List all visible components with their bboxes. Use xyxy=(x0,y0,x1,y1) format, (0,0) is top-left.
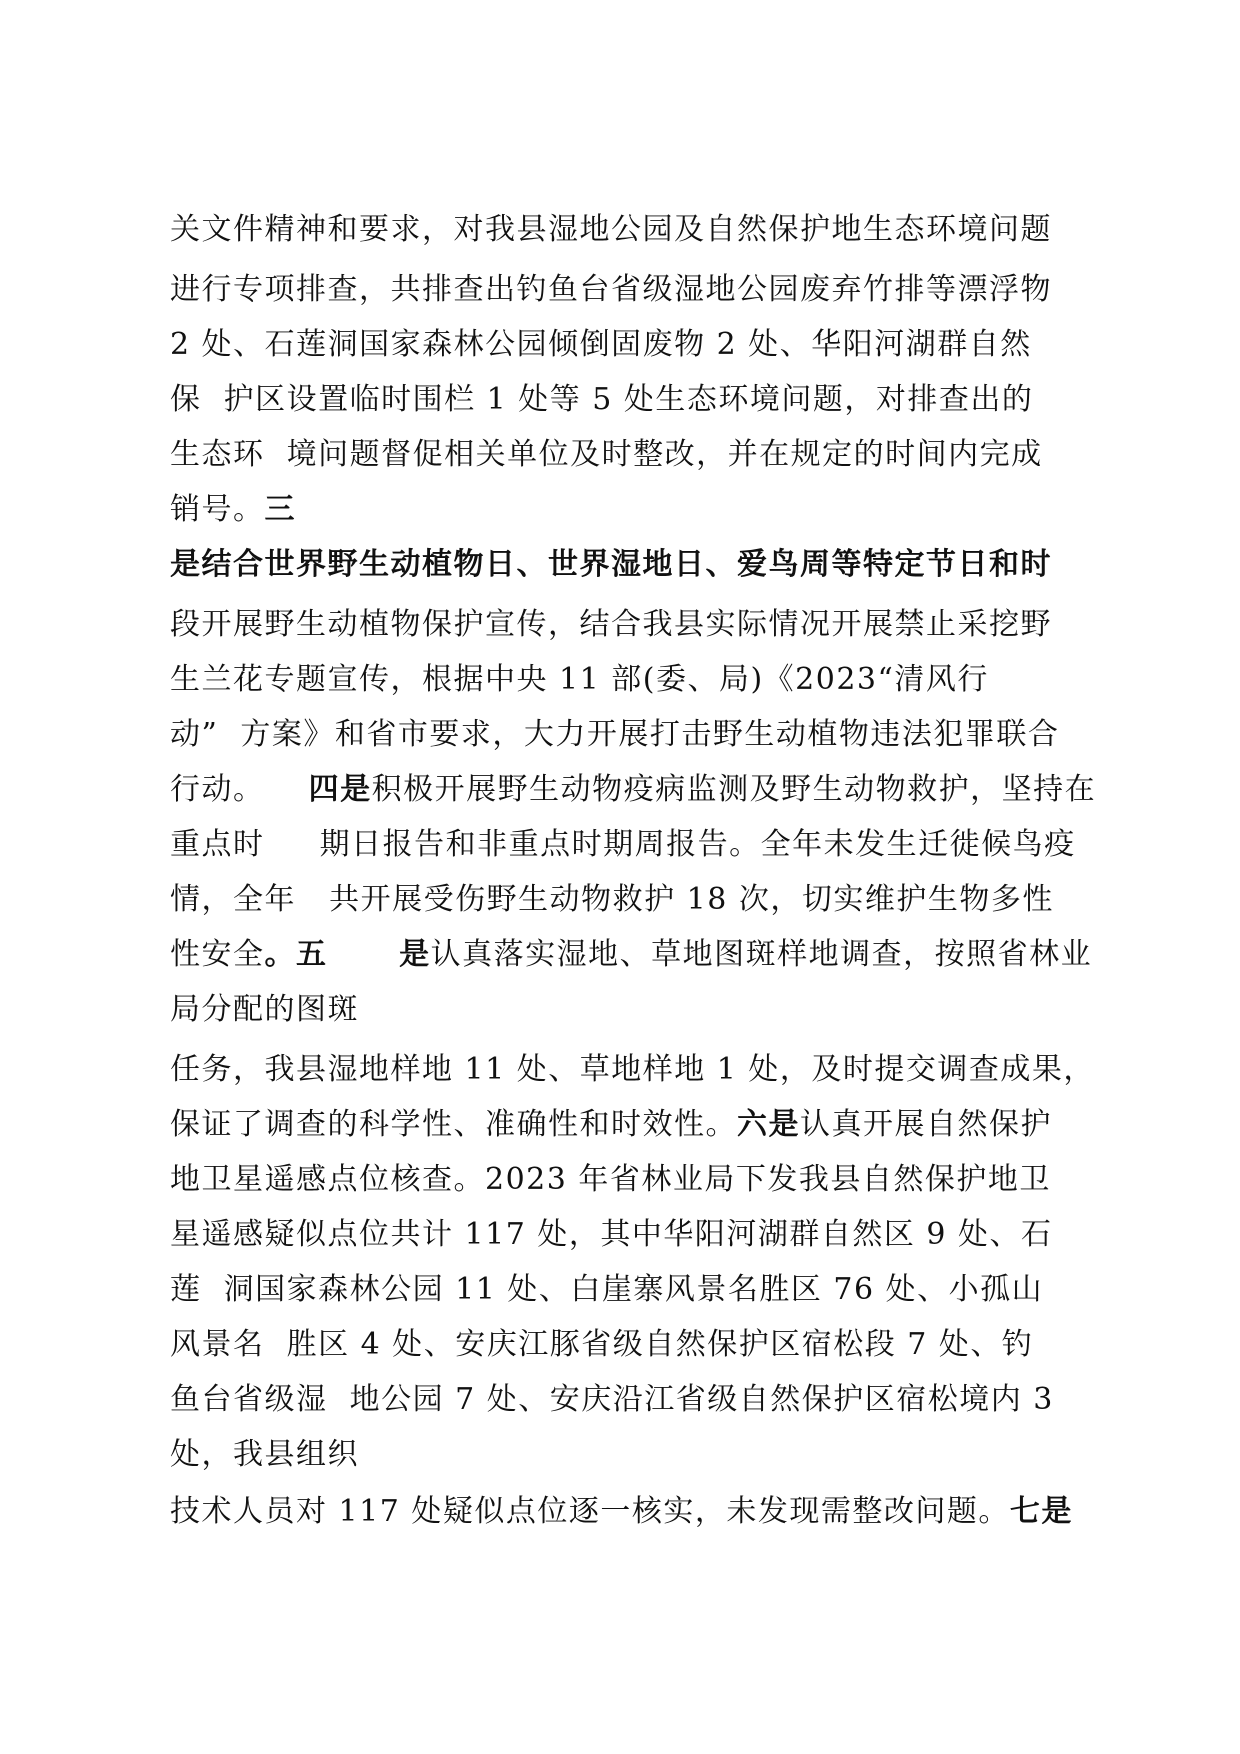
text-run: 情，全年 共开展受伤野生动物救护 18 次，切实维护生物多性 xyxy=(170,882,1054,917)
text-line xyxy=(170,1325,1033,1365)
text-line xyxy=(170,770,1096,810)
text-run: 保证了调查的科学性、准确性和时效性。 xyxy=(170,1107,737,1142)
bold-text-run: 四是 xyxy=(308,772,372,807)
text-run: 局分配的图斑 xyxy=(170,992,359,1027)
text-run: 认真开展自然保护 xyxy=(800,1107,1052,1142)
text-line xyxy=(170,1270,1043,1310)
text-run: 性安全 xyxy=(170,937,265,972)
text-run: 地卫星遥感点位核查。2023 年省林业局下发我县自然保护地卫 xyxy=(170,1162,1051,1197)
text-line xyxy=(170,270,1052,310)
text-run: 鱼台省级湿 地公园 7 处、安庆沿江省级自然保护区宿松境内 3 xyxy=(170,1382,1054,1417)
text-run: 销号。 xyxy=(170,492,265,527)
text-run: 行动。 xyxy=(170,772,309,807)
bold-text-run: 三 xyxy=(264,492,296,527)
text-run: 莲 洞国家森林公园 11 处、白崖寨风景名胜区 76 处、小孤山 xyxy=(170,1272,1044,1307)
text-line xyxy=(170,605,1052,645)
text-run: 动” 方案》和省市要求，大力开展打击野生动植物违法犯罪联合 xyxy=(170,717,1060,752)
text-line xyxy=(170,660,989,700)
text-line xyxy=(170,1435,359,1475)
text-run: 进行专项排查，共排查出钓鱼台省级湿地公园废弃竹排等漂浮物 xyxy=(170,272,1052,307)
text-line xyxy=(170,545,1052,585)
text-run: 认真落实湿地、草地图斑样地调查，按照省林业 xyxy=(430,937,1093,972)
bold-text-run: 是结合世界野生动植物日、世界湿地日、爱鸟周等特定节日和时 xyxy=(170,547,1052,582)
bold-text-run: 七是 xyxy=(1009,1494,1073,1529)
text-line xyxy=(170,1105,1052,1145)
text-run: 重点时 期日报告和非重点时期周报告。全年未发生迁徙候鸟疫 xyxy=(170,827,1076,862)
text-line xyxy=(170,935,1092,975)
text-run: 积极开展野生动物疫病监测及野生动物救护，坚持在 xyxy=(371,772,1097,807)
text-line xyxy=(170,325,1032,365)
text-line xyxy=(170,880,1054,920)
text-line xyxy=(170,1380,1054,1420)
text-line xyxy=(170,715,1059,755)
text-line xyxy=(170,490,296,530)
text-line xyxy=(170,380,1033,420)
text-run: 风景名 胜区 4 处、安庆江豚省级自然保护区宿松段 7 处、钓 xyxy=(170,1327,1034,1362)
text-run: 段开展野生动植物保护宣传，结合我县实际情况开展禁止采挖野 xyxy=(170,607,1052,642)
text-run: 生兰花专题宣传，根据中央 11 部(委、局)《2023“清风行 xyxy=(170,662,989,697)
text-run: 任务，我县湿地样地 11 处、草地样地 1 处，及时提交调查成果， xyxy=(170,1052,1095,1087)
text-run: 技术人员对 117 处疑似点位逐一核实，未发现需整改问题。 xyxy=(170,1494,1010,1529)
bold-text-run: 六是 xyxy=(737,1107,800,1142)
bold-text-run: 。五 是 xyxy=(264,937,431,972)
text-line xyxy=(170,1160,1051,1200)
text-line xyxy=(170,825,1076,865)
text-line xyxy=(170,435,1043,475)
text-line xyxy=(170,1050,1095,1090)
text-line xyxy=(170,1215,1053,1255)
text-run: 生态环 境问题督促相关单位及时整改，并在规定的时间内完成 xyxy=(170,437,1043,472)
text-line xyxy=(170,1492,1073,1532)
text-run: 处，我县组织 xyxy=(170,1437,359,1472)
text-run: 2 处、石莲洞国家森林公园倾倒固废物 2 处、华阳河湖群自然 xyxy=(170,327,1032,362)
text-line xyxy=(170,990,359,1030)
text-run: 关文件精神和要求，对我县湿地公园及自然保护地生态环境问题 xyxy=(170,212,1052,247)
text-line xyxy=(170,210,1052,250)
text-run: 保 护区设置临时围栏 1 处等 5 处生态环境问题，对排查出的 xyxy=(170,382,1034,417)
text-run: 星遥感疑似点位共计 117 处，其中华阳河湖群自然区 9 处、石 xyxy=(170,1217,1053,1252)
